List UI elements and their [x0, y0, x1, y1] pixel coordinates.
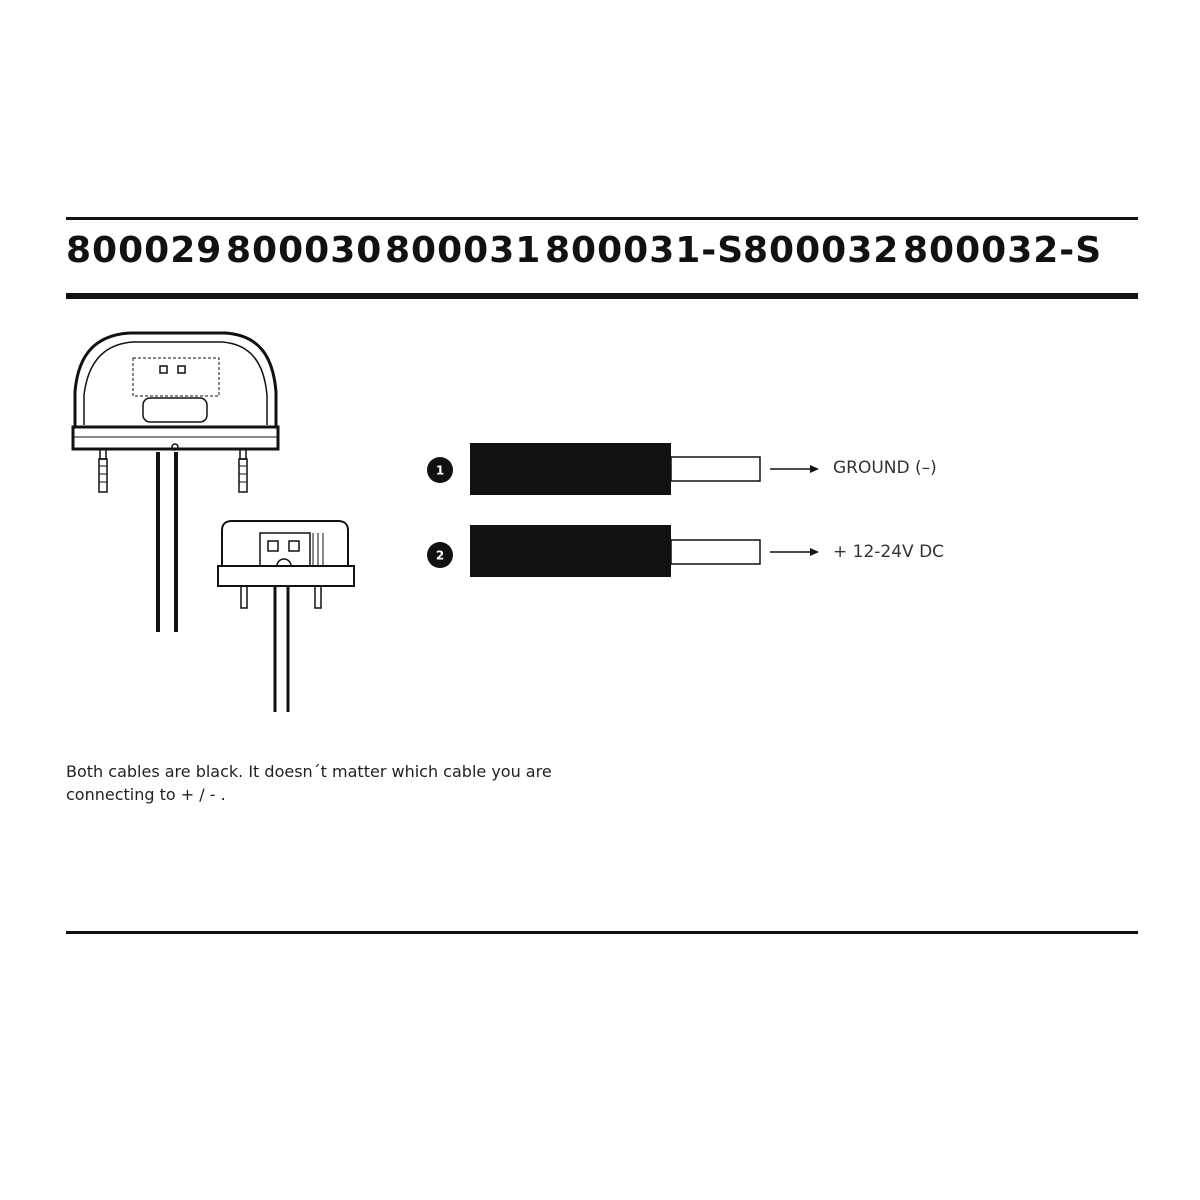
arrow-right-icon [770, 465, 819, 473]
cable-number-badge: 2 [435, 548, 445, 563]
arrow-right-icon [770, 548, 819, 556]
bottom-rule [66, 931, 1138, 934]
lamp-side-view-drawing [218, 521, 354, 712]
ground-label: GROUND (–) [833, 458, 937, 478]
power-label: + 12-24V DC [833, 542, 945, 562]
note-line: connecting to + / - . [66, 785, 226, 804]
cable-number-badge: 1 [435, 463, 445, 478]
model-number: 800030 [226, 230, 383, 271]
cable-diagram [427, 443, 819, 495]
model-number: 800031 [385, 230, 542, 271]
model-number: 800029 [66, 230, 223, 271]
cable-diagram [427, 525, 819, 577]
model-number: 800032 [743, 230, 900, 271]
model-number: 800032-S [903, 230, 1103, 271]
note-line: Both cables are black. It doesn´t matter which cable you are [66, 762, 552, 781]
cable-note [66, 760, 552, 806]
model-number: 800031-S [545, 230, 745, 271]
